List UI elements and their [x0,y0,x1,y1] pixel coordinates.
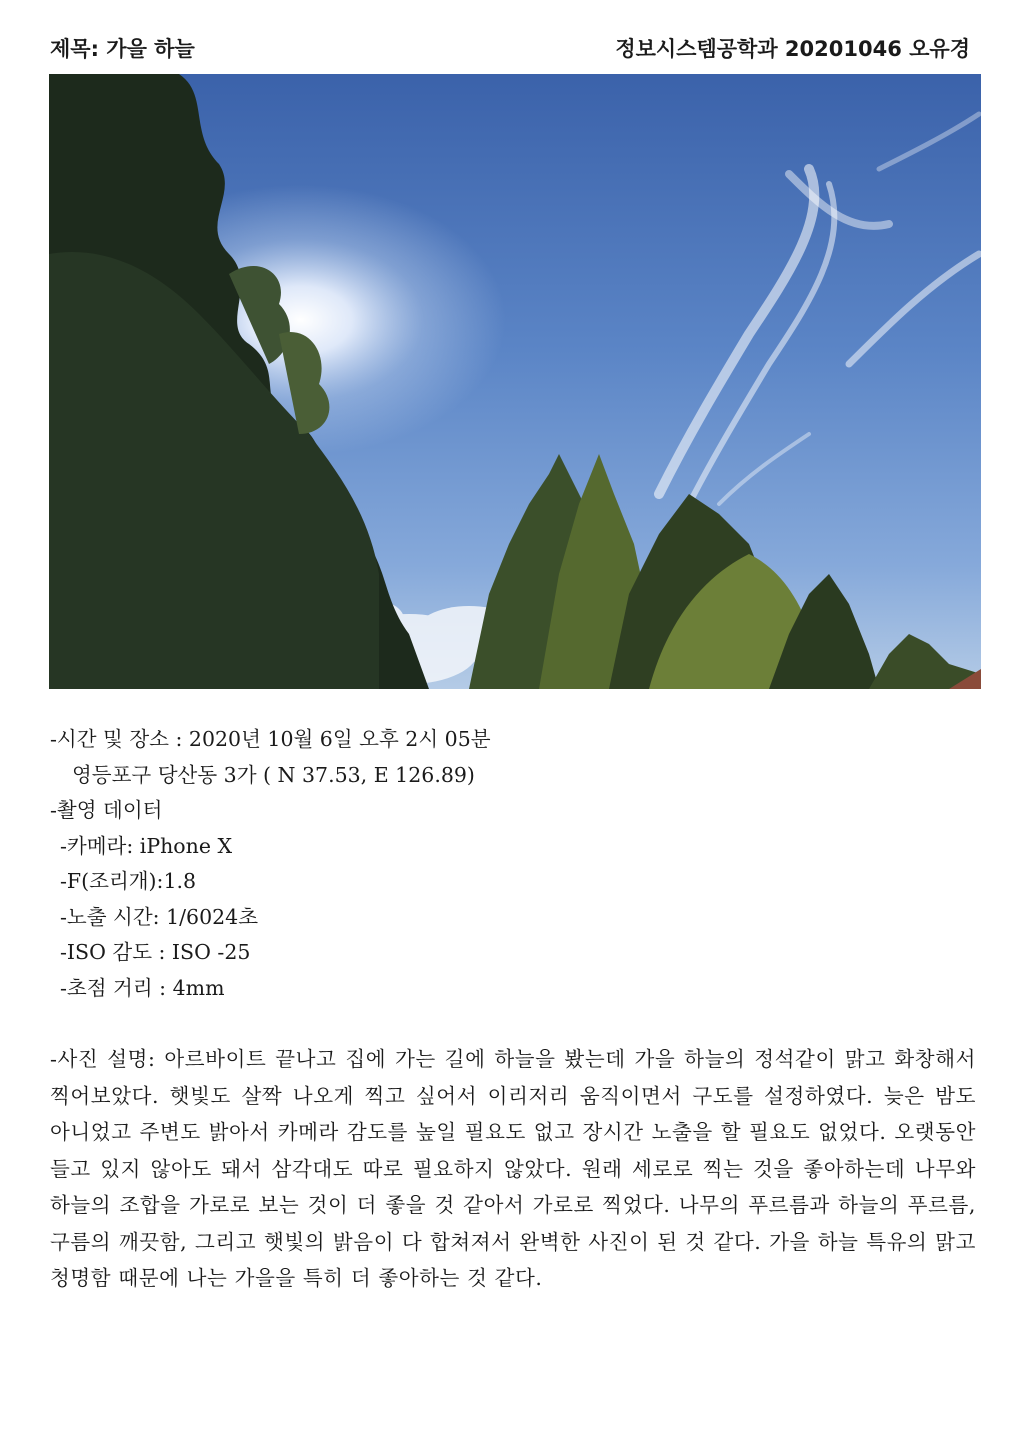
location: 영등포구 당산동 3가 ( N 37.53, E 126.89) [72,762,475,787]
time-place: -시간 및 장소 : 2020년 10월 6일 오후 2시 05분 [50,727,491,751]
autumn-sky-photo [49,74,981,689]
shooting-data-header: -촬영 데이터 [50,798,163,822]
focal-length: -초점 거리 : 4mm [60,975,225,1000]
camera: -카메라: iPhone X [60,833,233,858]
exposure-time: -노출 시간: 1/6024초 [60,904,259,929]
photo-info [50,722,980,1006]
author-info: 정보시스템공학과 20201046 오유경 [615,37,970,61]
aperture: -F(조리개):1.8 [60,869,197,893]
photo-description: -사진 설명: 아르바이트 끝나고 집에 가는 길에 하늘을 봤는데 가을 하늘의 정석같이 맑고 화창해서 찍어보았다. 햇빛도 살짝 나오게 찍고 싶어서 이리저리 움직이면서 구도를 설정하였다. 늦은 밤도 아니었고 주변도 밝아서 카메라 감도를 높일 필요도 없고 장시간 노출을 할 필요도 없었다. 오랫동안 들고 있지 않아도 돼서 삼각대도 따로 필요하지 않았다. 원래 세로로 찍는 것을 좋아하는데 나무와 하늘의 조합을 가로로 보는 것이 더 좋을 것 같아서 가로로 찍었다. 나무의 푸르름과 하늘의 푸르름, 구름의 깨끗함, 그리고 햇빛의 밝음이 다 합쳐져서 완벽한 사진이 된 것 같다. 가을 하늘 특유의 맑고 청명함 때문에 나는 가을을 특히 더 좋아하는 것 같다. [50,1047,976,1290]
document-title: 제목: 가을 하늘 [50,37,195,61]
iso-sensitivity: -ISO 감도 : ISO -25 [60,940,251,964]
page-header [50,30,970,66]
photo-illustration [49,74,981,689]
